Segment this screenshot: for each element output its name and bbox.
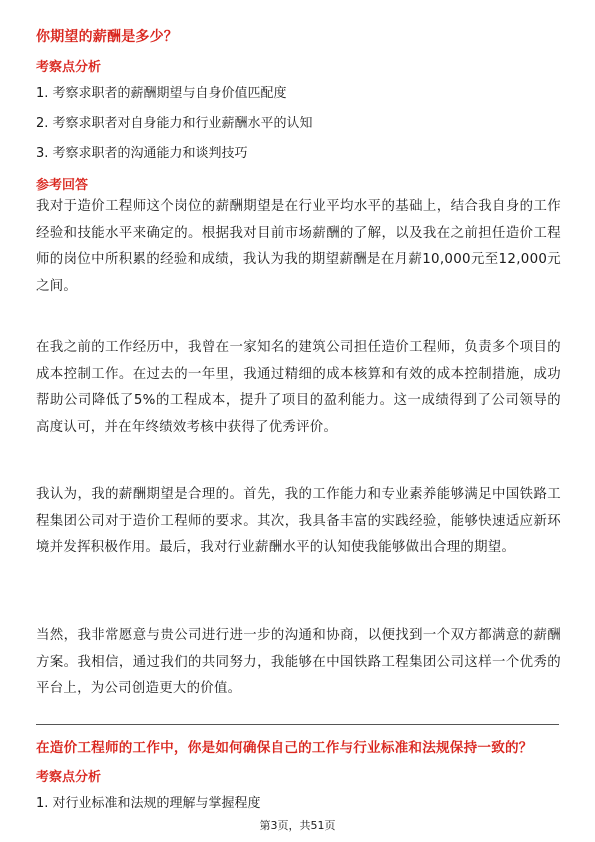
question-2-title: 在造价工程师的工作中，你是如何确保自己的工作与行业标准和法规保持一致的？ [36, 740, 533, 756]
question-1-analysis-heading: 考察点分析 [36, 60, 102, 75]
analysis-item-1: 1. 对行业标准和法规的理解与掌握程度 [36, 796, 261, 811]
answer-paragraph-1: 我对于造价工程师这个岗位的薪酬期望是在行业平均水平的基础上，结合我自身的工作经验和技能水平来确定的。根据我对目前市场薪酬的了解，以及我在之前担任造价工程师的岗位中所积累的经验和成绩，我认为我的期望薪酬是在月薪10,000元至12,000元之间。 [36, 199, 561, 294]
answer-paragraph-3: 我认为，我的薪酬期望是合理的。首先，我的工作能力和专业素养能够满足中国铁路工程集团公司对于造价工程师的要求。其次，我具备丰富的实践经验，能够快速适应新环境并发挥积极作用。最后，我对行业薪酬水平的认知使我能够做出合理的期望。 [36, 487, 561, 555]
question-1-answer-heading: 参考回答 [36, 178, 89, 193]
answer-paragraph-2: 在我之前的工作经历中，我曾在一家知名的建筑公司担任造价工程师，负责多个项目的成本控制工作。在过去的一年里，我通过精细的成本核算和有效的成本控制措施，成功帮助公司降低了5%的工程成本，提升了项目的盈利能力。这一成绩得到了公司领导的高度认可，并在年终绩效考核中获得了优秀评价。 [36, 340, 561, 435]
analysis-item-3: 3. 考察求职者的沟通能力和谈判技巧 [36, 146, 248, 161]
section-divider [36, 724, 559, 725]
question-2-analysis-heading: 考察点分析 [36, 770, 102, 785]
analysis-item-2: 2. 考察求职者对自身能力和行业薪酬水平的认知 [36, 116, 313, 131]
analysis-item-1: 1. 考察求职者的薪酬期望与自身价值匹配度 [36, 86, 287, 101]
question-1-title: 你期望的薪酬是多少？ [36, 29, 178, 45]
answer-paragraph-4: 当然，我非常愿意与贵公司进行进一步的沟通和协商，以便找到一个双方都满意的薪酬方案。我相信，通过我们的共同努力，我能够在中国铁路工程集团公司这样一个优秀的平台上，为公司创造更大的价值。 [36, 628, 561, 696]
page-number: 第3页，共51页 [259, 819, 336, 832]
